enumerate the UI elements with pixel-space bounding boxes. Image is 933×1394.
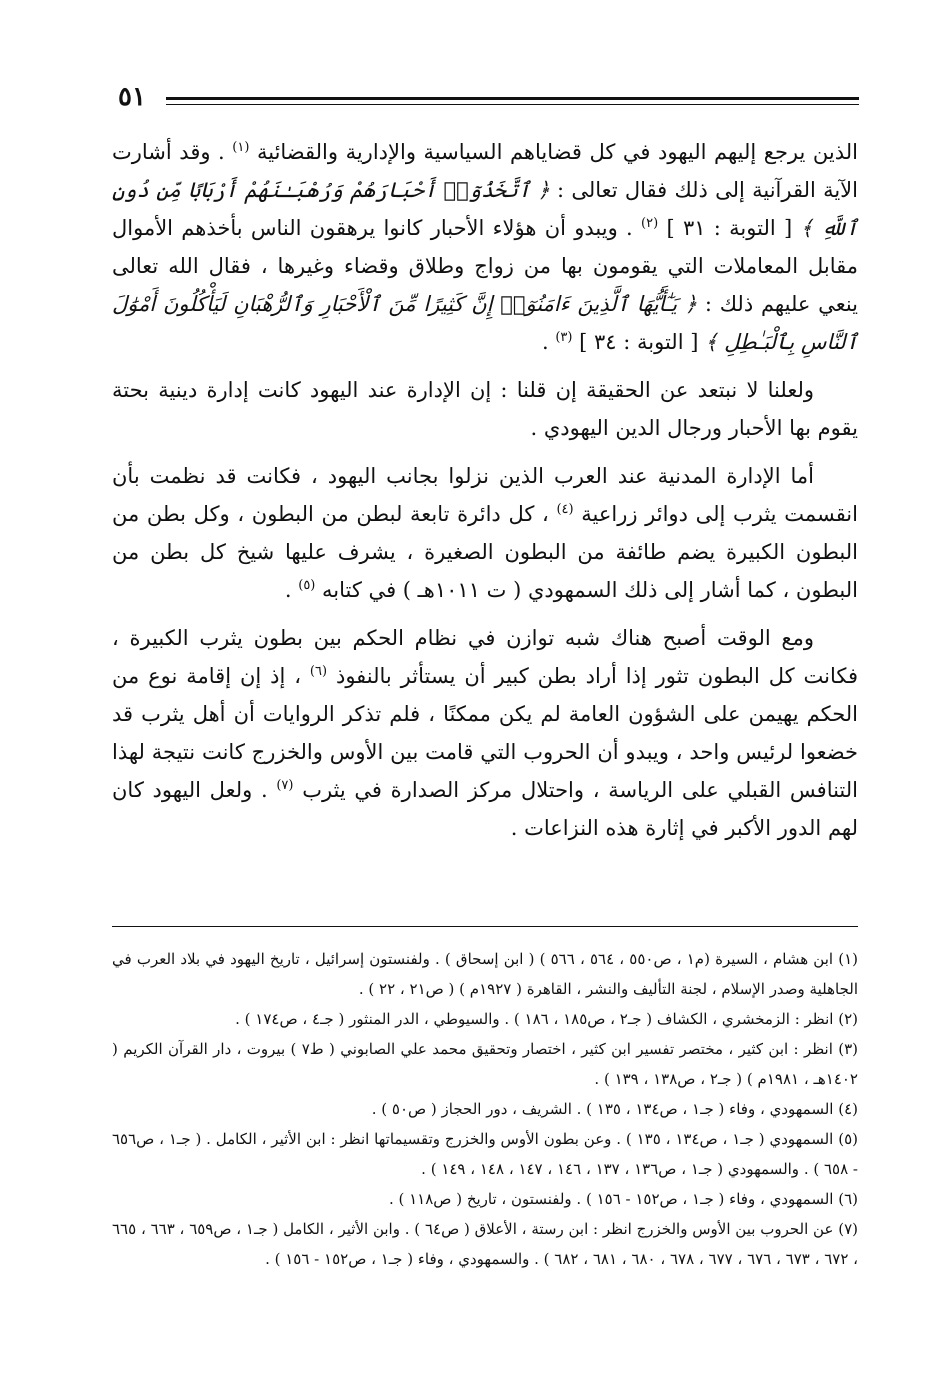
quran-verse: ﴿ يَـٰٓأَيُّهَا ٱلَّذِينَ ءَامَنُوٓا۟ إِنَّ كَثِيرًا مِّنَ ٱلْأَحْبَارِ وَٱلرُّهْبَانِ لَيَأْكُلُونَ أَمْوَٰلَ ٱلنَّاسِ بِٱلْبَـٰطِلِ ﴾ [112, 292, 858, 354]
footnote-item: (٦) السمهودي ، وفاء ( جـ١ ، ص١٥٢ - ١٥٦ ) . ولفنستون ، تاريخ ( ص١١٨ ) . [388, 1190, 858, 1208]
footnote-item: (٥) السمهودي ( جـ١ ، ص١٣٤ ، ١٣٥ ) . وعن بطون الأوس والخزرج وتقسيماتها انظر : ابن الأثير ، الكامل . ( جـ١ ، ص٦٥٦ - ٦٥٨ ) . والسمهودي ( جـ١ ، ص١٣٦ ، ١٣٧ ، ١٤٦ ، ١٤٧ ، ١٤٨ ، ١٤٩ ) . [112, 1130, 858, 1178]
footnote-item: (٢) انظر : الزمخشري ، الكشاف ( جـ٢ ، ص١٨٥ ، ١٨٦ ) . والسيوطي ، الدر المنثور ( جـ٤ ، ص١٧٤ ) . [235, 1010, 858, 1028]
paragraph-text: . [541, 330, 556, 354]
footnote-item: (١) ابن هشام ، السيرة (م١ ، ص٥٥٠ ، ٥٦٤ ، ٥٦٦ ) ( ابن إسحاق ) . ولفنستون إسرائيل ، تاريخ اليهود في بلاد العرب في الجاهلية وصدر الإسلام ، لجنة التأليف والنشر ، القاهرة ( ١٩٢٧م ) ( ص٢١ ، ٢٢ ) . [112, 950, 858, 998]
header-rule-thin [166, 104, 859, 105]
paragraph-text: ، كل دائرة تابعة لبطن من البطون ، وكل بطن من البطون الكبيرة يضم طائفة من البطون الصغيرة ، يشرف عليها شيخ كل بطن من البطون ، كما أشار إلى ذلك السمهودي ( ت ١٠١١هـ ) في كتابه [112, 502, 858, 602]
body-paragraph [112, 133, 858, 361]
footnotes [112, 944, 858, 1274]
body-text [112, 133, 858, 857]
paragraph-text: أما الإدارة المدنية عند العرب الذين نزلوا بجانب اليهود ، فكانت قد نظمت بأن انقسمت يثرب إلى دوائر زراعية [112, 464, 858, 526]
paragraph-text: [ التوبة : ٣٤ ] [572, 330, 706, 354]
body-paragraph [112, 371, 858, 447]
footnote-item: (٧) عن الحروب بين الأوس والخزرج انظر : ابن رستة ، الأعلاق ( ص٦٤ ) . وابن الأثير ، الكامل ( جـ١ ، ص٦٥٩ ، ٦٦٣ ، ٦٦٥ ، ٦٧٢ ، ٦٧٣ ، ٦٧٦ ، ٦٧٧ ، ٦٧٨ ، ٦٨٠ ، ٦٨١ ، ٦٨٢ ) . والسمهودي ، وفاء ( جـ١ ، ص١٥٢ - ١٥٦ ) . [112, 1220, 858, 1268]
paragraph-text: ، إذ إن إقامة نوع من الحكم يهيمن على الشؤون العامة لم يكن ممكنًا ، فلم تذكر الروايات أن أهل يثرب قد خضعوا لرئيس واحد ، ويبدو أن الحروب التي قامت بين الأوس والخزرج كانت نتيجة لهذا التنافس القبلي على الرياسة ، واحتلال مركز الصدارة في يثرب [112, 664, 859, 802]
footnote-reference: (٥) [298, 578, 316, 593]
body-paragraph [112, 619, 858, 847]
footnote-reference: (١) [232, 140, 250, 155]
page-number: ٥١ [118, 82, 146, 112]
footnote-reference: (٣) [555, 330, 573, 345]
footnote-reference: (٧) [276, 778, 294, 793]
quran-verse: ﴿ ٱتَّخَذُوٓا۟ أَحْبَارَهُمْ وَرُهْبَـٰنَهُمْ أَرْبَابًا مِّن دُونِ ٱللَّهِ ﴾ [112, 178, 858, 240]
paragraph-text: . وقد أشارت الآية القرآنية إلى ذلك فقال تعالى : [112, 140, 858, 202]
paragraph-text: . ولعل اليهود كان لهم الدور الأكبر في إثارة هذه النزاعات . [112, 778, 858, 840]
paragraph-text: [ التوبة : ٣١ ] [658, 216, 801, 240]
paragraph-text: ومع الوقت أصبح هناك شبه توازن في نظام الحكم بين بطون يثرب الكبيرة ، فكانت كل البطون تثور إذا أراد بطن كبير أن يستأثر بالنفوذ [112, 626, 858, 688]
paragraph-text: . ويبدو أن هؤلاء الأحبار كانوا يرهقون الناس بأخذهم الأموال مقابل المعاملات التي يقومون بها من زواج وطلاق وقضاء وغيرها ، فقال الله تعالى ينعي عليهم ذلك : [112, 216, 859, 316]
paragraph-text: الذين يرجع إليهم اليهود في كل قضاياهم السياسية والإدارية والقضائية [249, 140, 858, 164]
paragraph-text: ولعلنا لا نبتعد عن الحقيقة إن قلنا : إن الإدارة عند اليهود كانت إدارة دينية بحتة يقوم بها الأحبار ورجال الدين اليهودي . [112, 378, 858, 440]
footnote-reference: (٢) [641, 216, 659, 231]
footnote-reference: (٤) [556, 502, 574, 517]
header-rule-thick [166, 97, 859, 100]
body-paragraph [112, 457, 858, 609]
paragraph-text: . [284, 578, 299, 602]
footnote-reference: (٦) [309, 664, 328, 679]
footnote-item: (٣) انظر : ابن كثير ، مختصر تفسير ابن كثير ، اختصار وتحقيق محمد علي الصابوني ( ط٧ ) بيروت ، دار القرآن الكريم ( ١٤٠٢هـ ، ١٩٨١م ) ( جـ٢ ، ص١٣٨ ، ١٣٩ ) . [112, 1040, 858, 1088]
footnote-separator [112, 926, 858, 927]
footnote-item: (٤) السمهودي ، وفاء ( جـ١ ، ص١٣٤ ، ١٣٥ ) . الشريف ، دور الحجاز ( ص٥٠ ) . [371, 1100, 858, 1118]
